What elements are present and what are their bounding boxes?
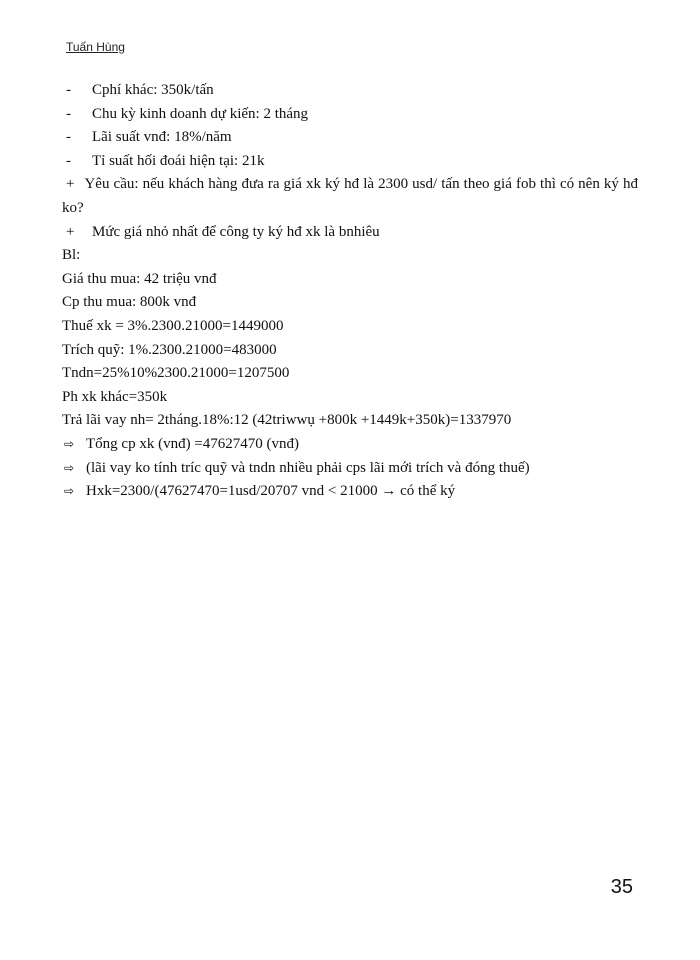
bullet-text: Lãi suất vnđ: 18%/năm bbox=[92, 129, 232, 146]
bullet-dash: - bbox=[66, 82, 71, 98]
conclusion-item bbox=[62, 457, 638, 481]
page-header-author: Tuấn Hùng bbox=[66, 40, 125, 54]
bullet-item bbox=[62, 150, 638, 174]
bullet-dash: - bbox=[66, 105, 71, 122]
conclusion-text: Hxk=2300/(47627470=1usd/20707 vnd < 21000 → có thể ký bbox=[86, 483, 456, 500]
bullet-text: Tỉ suất hối đoái hiện tại: 21k bbox=[92, 152, 265, 169]
solution-line: Ph xk khác=350k bbox=[62, 388, 168, 405]
solution-line: Thuế xk = 3%.2300.21000=1449000 bbox=[62, 317, 284, 334]
solution-line: Trả lãi vay nh= 2tháng.18%:12 (42triwwụ +800k +1449k+350k)=1337970 bbox=[62, 412, 512, 429]
conclusion-item bbox=[62, 433, 638, 457]
arrow-icon: ⇨ bbox=[64, 436, 75, 451]
conclusion-item bbox=[62, 480, 638, 504]
plus-marker: + bbox=[66, 176, 75, 193]
solution-line: Giá thu mua: 42 triệu vnđ bbox=[62, 270, 217, 287]
requirement-item bbox=[62, 221, 638, 245]
solution-line: Tndn=25%10%2300.21000=1207500 bbox=[62, 365, 290, 382]
solution-line: Trích quỹ: 1%.2300.21000=483000 bbox=[62, 341, 277, 358]
bullet-item bbox=[62, 103, 638, 127]
bullet-item bbox=[62, 126, 638, 150]
bullet-dash: - bbox=[66, 129, 71, 146]
bullet-dash: - bbox=[66, 152, 71, 169]
page-content bbox=[62, 79, 638, 504]
arrow-icon: ⇨ bbox=[64, 460, 75, 475]
bullet-text: Chu kỳ kinh doanh dự kiến: 2 tháng bbox=[92, 105, 309, 122]
conclusion-text: (lãi vay ko tính tríc quỹ và tndn nhiều phải cps lãi mới trích và đóng thuế) bbox=[86, 459, 530, 476]
bullet-item bbox=[62, 79, 638, 103]
conclusion-text: Tổng cp xk (vnđ) =47627470 (vnđ) bbox=[86, 435, 300, 452]
requirement-text: Mức giá nhỏ nhất để công ty ký hđ xk là bnhiêu bbox=[92, 223, 380, 240]
requirement-text: Yêu cầu: nếu khách hàng đưa ra giá xk ký hđ là 2300 usd/ tấn theo giá fob thì có nên ký hđ ko? bbox=[62, 176, 638, 216]
solution-label: Bl: bbox=[62, 247, 81, 264]
page-number: 35 bbox=[610, 876, 633, 898]
arrow-icon: ⇨ bbox=[64, 484, 75, 499]
solution-line: Cp thu mua: 800k vnđ bbox=[62, 294, 197, 311]
bullet-text: Cphí khác: 350k/tấn bbox=[92, 82, 214, 98]
requirement-item bbox=[62, 173, 638, 220]
plus-marker: + bbox=[66, 223, 75, 240]
